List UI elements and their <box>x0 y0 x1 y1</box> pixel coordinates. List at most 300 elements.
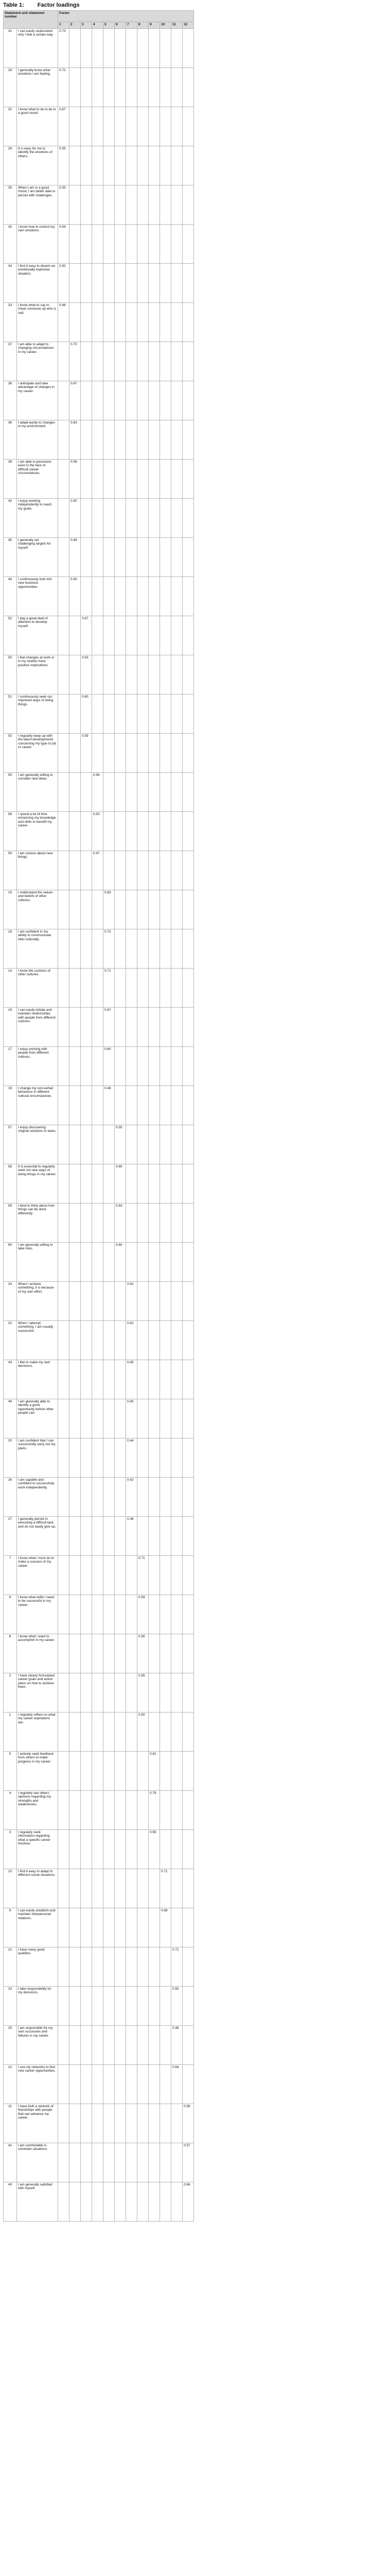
statement-number: 51 <box>4 694 17 734</box>
empty-cell <box>137 225 149 264</box>
statement-text: When I achieve something, it is because of my own effort. <box>17 1282 58 1321</box>
table-row <box>4 1987 194 2026</box>
empty-cell <box>92 2182 103 2222</box>
empty-cell <box>137 107 149 146</box>
empty-cell <box>137 68 149 107</box>
empty-cell <box>126 773 137 812</box>
empty-cell <box>183 29 194 68</box>
empty-cell <box>183 499 194 538</box>
statement-text: I adapt easily to changes in my environment. <box>17 420 58 460</box>
empty-cell <box>160 1478 171 1517</box>
empty-cell <box>69 1595 81 1634</box>
empty-cell <box>149 1204 160 1243</box>
empty-cell <box>81 929 92 969</box>
empty-cell <box>171 303 183 342</box>
loading-value: 0.56 <box>92 773 103 812</box>
empty-cell <box>81 1164 92 1204</box>
statement-number: 20 <box>4 1438 17 1478</box>
empty-cell <box>137 1987 149 2026</box>
empty-cell <box>115 655 126 694</box>
empty-cell <box>69 264 81 303</box>
statement-number: 10 <box>4 1869 17 1908</box>
statement-text: I am confident that I can successfully carry out my plans. <box>17 1438 58 1478</box>
empty-cell <box>171 1086 183 1125</box>
empty-cell <box>115 2026 126 2065</box>
empty-cell <box>58 1438 69 1478</box>
empty-cell <box>137 420 149 460</box>
table-row <box>4 1243 194 1282</box>
empty-cell <box>69 303 81 342</box>
table-row <box>4 1204 194 1243</box>
empty-cell <box>183 1713 194 1752</box>
table-row <box>4 342 194 381</box>
empty-cell <box>171 773 183 812</box>
statement-number: 17 <box>4 1047 17 1086</box>
empty-cell <box>183 146 194 185</box>
empty-cell <box>58 577 69 616</box>
empty-cell <box>69 2182 81 2222</box>
empty-cell <box>103 225 115 264</box>
table-row <box>4 969 194 1008</box>
empty-cell <box>171 1360 183 1399</box>
empty-cell <box>81 1752 92 1791</box>
table-row <box>4 577 194 616</box>
empty-cell <box>69 1791 81 1830</box>
statement-text: I know the customs of other cultures. <box>17 969 58 1008</box>
table-row <box>4 1438 194 1478</box>
empty-cell <box>126 499 137 538</box>
empty-cell <box>171 460 183 499</box>
empty-cell <box>126 1204 137 1243</box>
table-row <box>4 185 194 225</box>
loading-value: 0.81 <box>149 1752 160 1791</box>
empty-cell <box>160 1360 171 1399</box>
empty-cell <box>160 929 171 969</box>
table-row <box>4 68 194 107</box>
statement-number: 22 <box>4 1321 17 1360</box>
empty-cell <box>137 342 149 381</box>
statement-text: I use my networks to find new career opportunities. <box>17 2065 58 2104</box>
empty-cell <box>160 264 171 303</box>
empty-cell <box>69 1125 81 1164</box>
table-row <box>4 146 194 185</box>
empty-cell <box>58 1204 69 1243</box>
table-row <box>4 1321 194 1360</box>
empty-cell <box>160 2065 171 2104</box>
empty-cell <box>115 538 126 577</box>
empty-cell <box>103 420 115 460</box>
empty-cell <box>183 1791 194 1830</box>
statement-text: I have many good qualities. <box>17 1947 58 1987</box>
empty-cell <box>183 1047 194 1086</box>
empty-cell <box>81 1282 92 1321</box>
empty-cell <box>149 655 160 694</box>
empty-cell <box>137 2026 149 2065</box>
empty-cell <box>58 969 69 1008</box>
empty-cell <box>149 616 160 655</box>
empty-cell <box>69 969 81 1008</box>
empty-cell <box>160 773 171 812</box>
loading-value: 0.79 <box>149 1791 160 1830</box>
empty-cell <box>92 146 103 185</box>
empty-cell <box>69 1399 81 1438</box>
empty-cell <box>69 1478 81 1517</box>
empty-cell <box>58 851 69 890</box>
loading-value: 0.53 <box>92 812 103 851</box>
empty-cell <box>92 1086 103 1125</box>
statement-text: I pay a great deal of attention to develop myself. <box>17 616 58 655</box>
empty-cell <box>69 225 81 264</box>
empty-cell <box>160 538 171 577</box>
empty-cell <box>149 303 160 342</box>
statement-number: 45 <box>4 538 17 577</box>
empty-cell <box>149 2143 160 2182</box>
loading-value: 0.71 <box>160 1869 171 1908</box>
statement-number: 40 <box>4 2182 17 2222</box>
table-row <box>4 1869 194 1908</box>
empty-cell <box>149 1438 160 1478</box>
empty-cell <box>171 420 183 460</box>
empty-cell <box>103 1517 115 1556</box>
empty-cell <box>171 68 183 107</box>
empty-cell <box>92 107 103 146</box>
statement-number: 12 <box>4 2065 17 2104</box>
loading-value: 0.49 <box>69 538 81 577</box>
empty-cell <box>126 1791 137 1830</box>
loading-value: 0.55 <box>115 1125 126 1164</box>
empty-cell <box>58 499 69 538</box>
empty-cell <box>160 1752 171 1791</box>
empty-cell <box>126 264 137 303</box>
empty-cell <box>58 1830 69 1869</box>
empty-cell <box>115 890 126 929</box>
empty-cell <box>92 185 103 225</box>
empty-cell <box>69 185 81 225</box>
statement-number: 15 <box>4 890 17 929</box>
empty-cell <box>69 1634 81 1673</box>
table-row <box>4 538 194 577</box>
loading-value: 0.56 <box>137 1634 149 1673</box>
statement-text: I am able to adapt to changing circumstances in my career. <box>17 342 58 381</box>
empty-cell <box>137 1360 149 1399</box>
empty-cell <box>58 1947 69 1987</box>
statement-number: 35 <box>4 185 17 225</box>
empty-cell <box>126 1556 137 1595</box>
empty-cell <box>171 1908 183 1947</box>
empty-cell <box>115 2182 126 2222</box>
empty-cell <box>92 1047 103 1086</box>
empty-cell <box>183 225 194 264</box>
empty-cell <box>92 1830 103 1869</box>
empty-cell <box>171 1673 183 1713</box>
empty-cell <box>149 2104 160 2143</box>
table-row <box>4 734 194 773</box>
empty-cell <box>126 1164 137 1204</box>
empty-cell <box>137 1752 149 1791</box>
empty-cell <box>137 1791 149 1830</box>
empty-cell <box>58 2104 69 2143</box>
table-row <box>4 773 194 812</box>
statement-text: I understand the values and beliefs of other cultures. <box>17 890 58 929</box>
empty-cell <box>149 225 160 264</box>
loading-value: 0.63 <box>69 420 81 460</box>
empty-cell <box>149 1987 160 2026</box>
empty-cell <box>160 342 171 381</box>
statement-number: 16 <box>4 929 17 969</box>
empty-cell <box>81 342 92 381</box>
empty-cell <box>92 1673 103 1713</box>
table-row <box>4 1008 194 1047</box>
empty-cell <box>171 107 183 146</box>
empty-cell <box>115 1086 126 1125</box>
empty-cell <box>103 1908 115 1947</box>
statement-text: I continuously look into new business opportunities. <box>17 577 58 616</box>
empty-cell <box>103 146 115 185</box>
empty-cell <box>137 2182 149 2222</box>
empty-cell <box>171 1438 183 1478</box>
empty-cell <box>103 538 115 577</box>
empty-cell <box>58 1478 69 1517</box>
empty-cell <box>115 734 126 773</box>
empty-cell <box>69 1987 81 2026</box>
empty-cell <box>69 2026 81 2065</box>
empty-cell <box>137 146 149 185</box>
empty-cell <box>171 812 183 851</box>
loading-value: 0.45 <box>126 1399 137 1438</box>
empty-cell <box>92 225 103 264</box>
empty-cell <box>160 1204 171 1243</box>
empty-cell <box>103 1987 115 2026</box>
empty-cell <box>81 1791 92 1830</box>
loading-value: 0.50 <box>171 1987 183 2026</box>
empty-cell <box>126 1634 137 1673</box>
loading-value: 0.55 <box>58 146 69 185</box>
table-row <box>4 499 194 538</box>
statement-text: I enjoy working with people from different cultures. <box>17 1047 58 1086</box>
empty-cell <box>160 2026 171 2065</box>
empty-cell <box>115 264 126 303</box>
empty-cell <box>160 1438 171 1478</box>
empty-cell <box>137 1399 149 1438</box>
factor-header-1: 1 <box>58 22 69 29</box>
empty-cell <box>126 1673 137 1713</box>
empty-cell <box>149 1673 160 1713</box>
statement-text: When I am in a good mood, I am better able to persist with challenges. <box>17 185 58 225</box>
statement-text: I know what to do to be in a good mood. <box>17 107 58 146</box>
empty-cell <box>171 851 183 890</box>
empty-cell <box>115 1556 126 1595</box>
empty-cell <box>58 1791 69 1830</box>
factor-header-4: 4 <box>92 22 103 29</box>
statement-text: I feel changes at work or in my studies have positive implications. <box>17 655 58 694</box>
empty-cell <box>183 1830 194 1869</box>
statement-number: 33 <box>4 303 17 342</box>
statement-text: I know what I want to accomplish in my career. <box>17 1634 58 1673</box>
loading-value: 0.72 <box>58 68 69 107</box>
empty-cell <box>171 734 183 773</box>
empty-cell <box>69 1947 81 1987</box>
table-row <box>4 1791 194 1830</box>
empty-cell <box>126 1830 137 1869</box>
loading-value: 0.59 <box>81 734 92 773</box>
empty-cell <box>183 616 194 655</box>
empty-cell <box>183 1947 194 1987</box>
statement-number: 11 <box>4 2104 17 2143</box>
empty-cell <box>69 146 81 185</box>
empty-cell <box>115 2065 126 2104</box>
statement-number: 50 <box>4 655 17 694</box>
statement-number: 25 <box>4 2026 17 2065</box>
empty-cell <box>183 303 194 342</box>
empty-cell <box>171 1399 183 1438</box>
statement-number: 59 <box>4 1204 17 1243</box>
empty-cell <box>160 1517 171 1556</box>
empty-cell <box>137 1086 149 1125</box>
empty-cell <box>115 29 126 68</box>
empty-cell <box>149 1556 160 1595</box>
empty-cell <box>171 499 183 538</box>
table-row <box>4 1673 194 1713</box>
empty-cell <box>103 1830 115 1869</box>
empty-cell <box>149 420 160 460</box>
empty-cell <box>92 1282 103 1321</box>
empty-cell <box>92 890 103 929</box>
empty-cell <box>171 1752 183 1791</box>
empty-cell <box>171 1595 183 1634</box>
table-row <box>4 1634 194 1673</box>
empty-cell <box>92 2143 103 2182</box>
empty-cell <box>103 1673 115 1713</box>
empty-cell <box>171 146 183 185</box>
loading-value: 0.69 <box>160 1908 171 1947</box>
statement-text: I enjoy discovering original solutions to tasks. <box>17 1125 58 1164</box>
loading-value: 0.54 <box>58 225 69 264</box>
empty-cell <box>115 1947 126 1987</box>
empty-cell <box>81 1125 92 1164</box>
empty-cell <box>171 1791 183 1830</box>
empty-cell <box>183 1438 194 1478</box>
empty-cell <box>160 1556 171 1595</box>
statement-number: 1 <box>4 1713 17 1752</box>
empty-cell <box>171 1282 183 1321</box>
empty-cell <box>103 264 115 303</box>
empty-cell <box>137 1438 149 1478</box>
empty-cell <box>149 1125 160 1164</box>
loading-value: 0.67 <box>81 616 92 655</box>
empty-cell <box>160 1947 171 1987</box>
empty-cell <box>115 1713 126 1752</box>
loading-value: 0.50 <box>58 264 69 303</box>
empty-cell <box>171 2104 183 2143</box>
empty-cell <box>171 1164 183 1204</box>
table-label: Table 1: <box>3 2 24 8</box>
empty-cell <box>115 1008 126 1047</box>
empty-cell <box>160 694 171 734</box>
empty-cell <box>115 1282 126 1321</box>
empty-cell <box>81 1086 92 1125</box>
empty-cell <box>58 694 69 734</box>
empty-cell <box>160 1047 171 1086</box>
empty-cell <box>58 1399 69 1438</box>
empty-cell <box>183 1517 194 1556</box>
empty-cell <box>103 616 115 655</box>
table-row <box>4 460 194 499</box>
loading-value: 0.48 <box>103 1086 115 1125</box>
empty-cell <box>171 1517 183 1556</box>
empty-cell <box>81 420 92 460</box>
empty-cell <box>137 1830 149 1869</box>
empty-cell <box>149 1243 160 1282</box>
empty-cell <box>103 577 115 616</box>
empty-cell <box>160 1713 171 1752</box>
empty-cell <box>183 969 194 1008</box>
empty-cell <box>69 1908 81 1947</box>
empty-cell <box>103 1752 115 1791</box>
empty-cell <box>81 1399 92 1438</box>
empty-cell <box>103 851 115 890</box>
empty-cell <box>81 1556 92 1595</box>
empty-cell <box>81 2182 92 2222</box>
empty-cell <box>81 1869 92 1908</box>
empty-cell <box>58 381 69 420</box>
empty-cell <box>69 1321 81 1360</box>
empty-cell <box>115 1673 126 1713</box>
empty-cell <box>58 460 69 499</box>
table-row <box>4 2182 194 2222</box>
empty-cell <box>103 1360 115 1399</box>
empty-cell <box>103 1243 115 1282</box>
empty-cell <box>81 1908 92 1947</box>
empty-cell <box>137 851 149 890</box>
empty-cell <box>183 1086 194 1125</box>
loading-value: 0.71 <box>171 1947 183 1987</box>
empty-cell <box>58 420 69 460</box>
empty-cell <box>103 499 115 538</box>
empty-cell <box>92 1243 103 1282</box>
empty-cell <box>58 1713 69 1752</box>
empty-cell <box>149 185 160 225</box>
empty-cell <box>81 577 92 616</box>
empty-cell <box>126 2065 137 2104</box>
empty-cell <box>103 655 115 694</box>
empty-cell <box>103 812 115 851</box>
empty-cell <box>103 1399 115 1438</box>
empty-cell <box>92 1987 103 2026</box>
empty-cell <box>171 616 183 655</box>
empty-cell <box>126 851 137 890</box>
empty-cell <box>126 342 137 381</box>
table-row <box>4 1752 194 1791</box>
empty-cell <box>103 1164 115 1204</box>
statement-text: I generally persist in executing a difficult task and do not easily give up. <box>17 1517 58 1556</box>
empty-cell <box>149 2026 160 2065</box>
table-caption: Factor loadings <box>37 2 80 8</box>
empty-cell <box>115 420 126 460</box>
empty-cell <box>58 890 69 929</box>
empty-cell <box>171 1478 183 1517</box>
empty-cell <box>69 655 81 694</box>
statement-text: I am capable and confident to successfully work independently. <box>17 1478 58 1517</box>
empty-cell <box>183 1360 194 1399</box>
empty-cell <box>183 1282 194 1321</box>
empty-cell <box>137 303 149 342</box>
empty-cell <box>58 2143 69 2182</box>
empty-cell <box>126 694 137 734</box>
empty-cell <box>183 381 194 420</box>
statement-text: I actively seek feedback from others to make progress in my career. <box>17 1752 58 1791</box>
empty-cell <box>81 1008 92 1047</box>
empty-cell <box>183 107 194 146</box>
